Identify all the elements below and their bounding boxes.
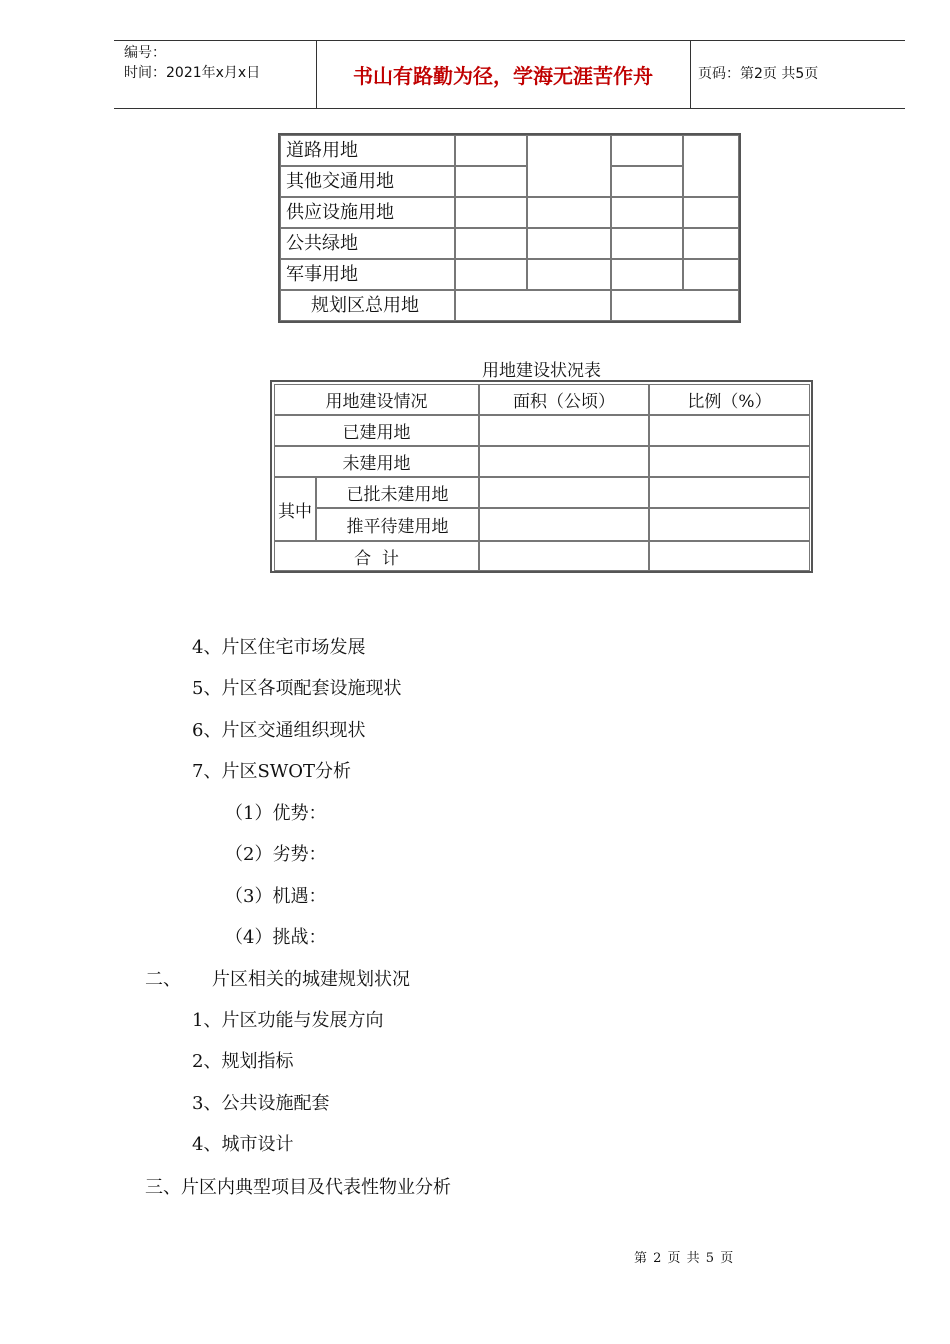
table-cell bbox=[455, 197, 527, 228]
section-heading: 片区相关的城建规划状况 bbox=[212, 969, 410, 990]
table-cell bbox=[611, 228, 683, 259]
header-page-info: 页码：第2页 共5页 bbox=[698, 66, 819, 82]
table-cell bbox=[527, 259, 611, 290]
page-footer: 第 2 页 共 5 页 bbox=[634, 1251, 735, 1266]
column-header: 比例（%） bbox=[649, 384, 810, 415]
row-label: 合 计 bbox=[274, 541, 479, 571]
table-cell bbox=[527, 197, 611, 228]
table-cell bbox=[611, 166, 683, 197]
outline-item: 7、片区SWOT分析 bbox=[192, 761, 352, 782]
table-cell bbox=[527, 135, 611, 197]
table-cell bbox=[280, 197, 455, 228]
row-label: 规划区总用地 bbox=[311, 295, 419, 316]
table-cell bbox=[649, 415, 810, 446]
group-label: 其中 bbox=[274, 477, 316, 541]
table-cell bbox=[479, 541, 649, 571]
outline-subitem: （2）劣势： bbox=[225, 844, 327, 865]
outline-subitem: （3）机遇： bbox=[225, 886, 327, 907]
row-label: 供应设施用地 bbox=[286, 202, 394, 223]
table-cell bbox=[611, 135, 683, 166]
number-label: 编号： bbox=[124, 45, 166, 61]
construction-status-table bbox=[270, 380, 813, 573]
row-label: 已批未建用地 bbox=[316, 477, 479, 508]
table-cell bbox=[683, 197, 739, 228]
table-cell bbox=[280, 166, 455, 197]
table-cell bbox=[683, 259, 739, 290]
section-number: 二、 bbox=[145, 969, 181, 990]
table-cell bbox=[280, 290, 455, 321]
table-title: 用地建设状况表 bbox=[482, 361, 601, 381]
outline-item: 3、公共设施配套 bbox=[192, 1093, 330, 1114]
outline-subitem: （4）挑战： bbox=[225, 927, 327, 948]
outline-item: 4、城市设计 bbox=[192, 1134, 294, 1155]
time-label: 时间：2021年x月x日 bbox=[124, 65, 261, 81]
page-header bbox=[114, 40, 905, 109]
column-header: 用地建设情况 bbox=[274, 384, 479, 415]
table-cell bbox=[479, 477, 649, 508]
table-cell bbox=[527, 228, 611, 259]
table-cell bbox=[280, 259, 455, 290]
row-label: 未建用地 bbox=[274, 446, 479, 477]
table-cell bbox=[649, 477, 810, 508]
table-cell bbox=[649, 508, 810, 541]
outline-item: 1、片区功能与发展方向 bbox=[192, 1010, 384, 1031]
table-cell bbox=[683, 228, 739, 259]
table-cell bbox=[649, 541, 810, 571]
header-divider bbox=[690, 41, 691, 108]
row-label: 道路用地 bbox=[286, 140, 358, 161]
table-cell bbox=[649, 446, 810, 477]
row-label: 军事用地 bbox=[286, 264, 358, 285]
table-cell bbox=[455, 228, 527, 259]
outline-subitem: （1）优势： bbox=[225, 803, 327, 824]
header-meta bbox=[124, 43, 260, 83]
table-cell bbox=[683, 135, 739, 197]
outline-item: 6、片区交通组织现状 bbox=[192, 720, 366, 741]
table-cell bbox=[280, 228, 455, 259]
row-label: 推平待建用地 bbox=[316, 508, 479, 541]
row-label: 其他交通用地 bbox=[286, 171, 394, 192]
table-cell bbox=[479, 415, 649, 446]
section-heading: 三、片区内典型项目及代表性物业分析 bbox=[145, 1177, 451, 1198]
table-cell bbox=[455, 259, 527, 290]
table-cell bbox=[611, 197, 683, 228]
table-cell bbox=[479, 446, 649, 477]
table-cell bbox=[280, 135, 455, 166]
table-cell bbox=[455, 290, 611, 321]
table-cell bbox=[611, 259, 683, 290]
table-cell bbox=[455, 166, 527, 197]
land-use-table bbox=[278, 133, 741, 323]
row-label: 公共绿地 bbox=[286, 233, 358, 254]
outline-item: 5、片区各项配套设施现状 bbox=[192, 678, 402, 699]
table-cell bbox=[455, 135, 527, 166]
header-motto: 书山有路勤为径，学海无涯苦作舟 bbox=[353, 64, 653, 88]
table-cell bbox=[611, 290, 739, 321]
column-header: 面积（公顷） bbox=[479, 384, 649, 415]
outline-item: 2、规划指标 bbox=[192, 1051, 294, 1072]
table-cell bbox=[479, 508, 649, 541]
outline-item: 4、片区住宅市场发展 bbox=[192, 637, 366, 658]
row-label: 已建用地 bbox=[274, 415, 479, 446]
